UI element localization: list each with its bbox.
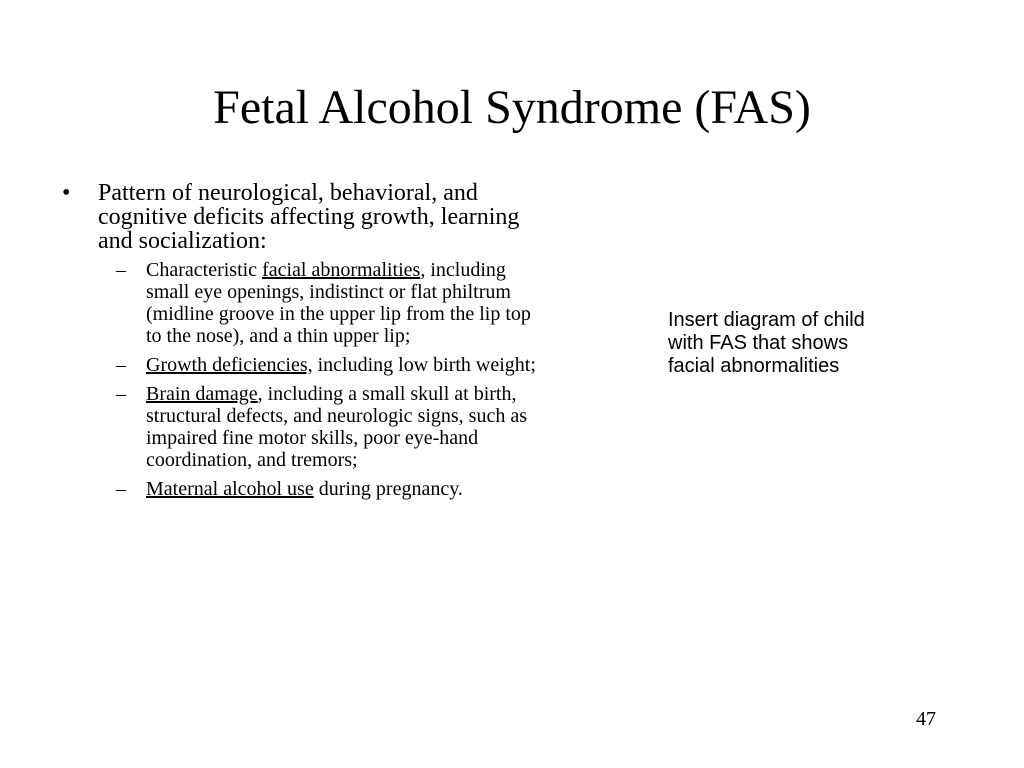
sub-bullet-growth: [62, 354, 542, 376]
sub-bullet-underlined: facial abnormalities: [262, 259, 421, 281]
sub-bullet-maternal: [62, 478, 542, 500]
dash-marker: –: [116, 478, 126, 500]
sub-bullet-post: , including a small skull at birth, structural defects, and neurologic signs, such as impaired fine motor skills, poor eye-hand coordination, and tremors;: [146, 383, 528, 471]
slide-body: [62, 181, 542, 507]
sub-bullet-list: [62, 259, 542, 500]
dash-marker: –: [116, 354, 126, 376]
main-bullet-text: Pattern of neurological, behavioral, and cognitive deficits affecting growth, learning and socialization:: [98, 180, 520, 254]
bullet-marker: •: [62, 180, 71, 206]
dash-marker: –: [116, 259, 126, 281]
dash-marker: –: [116, 383, 126, 405]
page-number: 47: [916, 708, 936, 730]
sub-bullet-brain: [62, 383, 542, 471]
sub-bullet-underlined: Maternal alcohol use: [146, 478, 314, 500]
sub-bullet-underlined: Brain damage: [146, 383, 258, 405]
main-bullet: [62, 181, 542, 253]
sub-bullet-post: including low birth weight;: [312, 354, 536, 376]
sub-bullet-pre: Characteristic: [146, 259, 263, 281]
image-placeholder-text: Insert diagram of child with FAS that shows facial abnormalities: [668, 309, 865, 377]
sub-bullet-facial: [62, 259, 542, 347]
sub-bullet-post: , including small eye openings, indistinct or flat philtrum (midline groove in the upper lip from the lip top to the nose), and a thin upper lip;: [146, 259, 531, 347]
sub-bullet-underlined: Growth deficiencies,: [146, 354, 313, 376]
slide-title: Fetal Alcohol Syndrome (FAS): [213, 81, 811, 134]
sub-bullet-post: during pregnancy.: [313, 478, 463, 500]
